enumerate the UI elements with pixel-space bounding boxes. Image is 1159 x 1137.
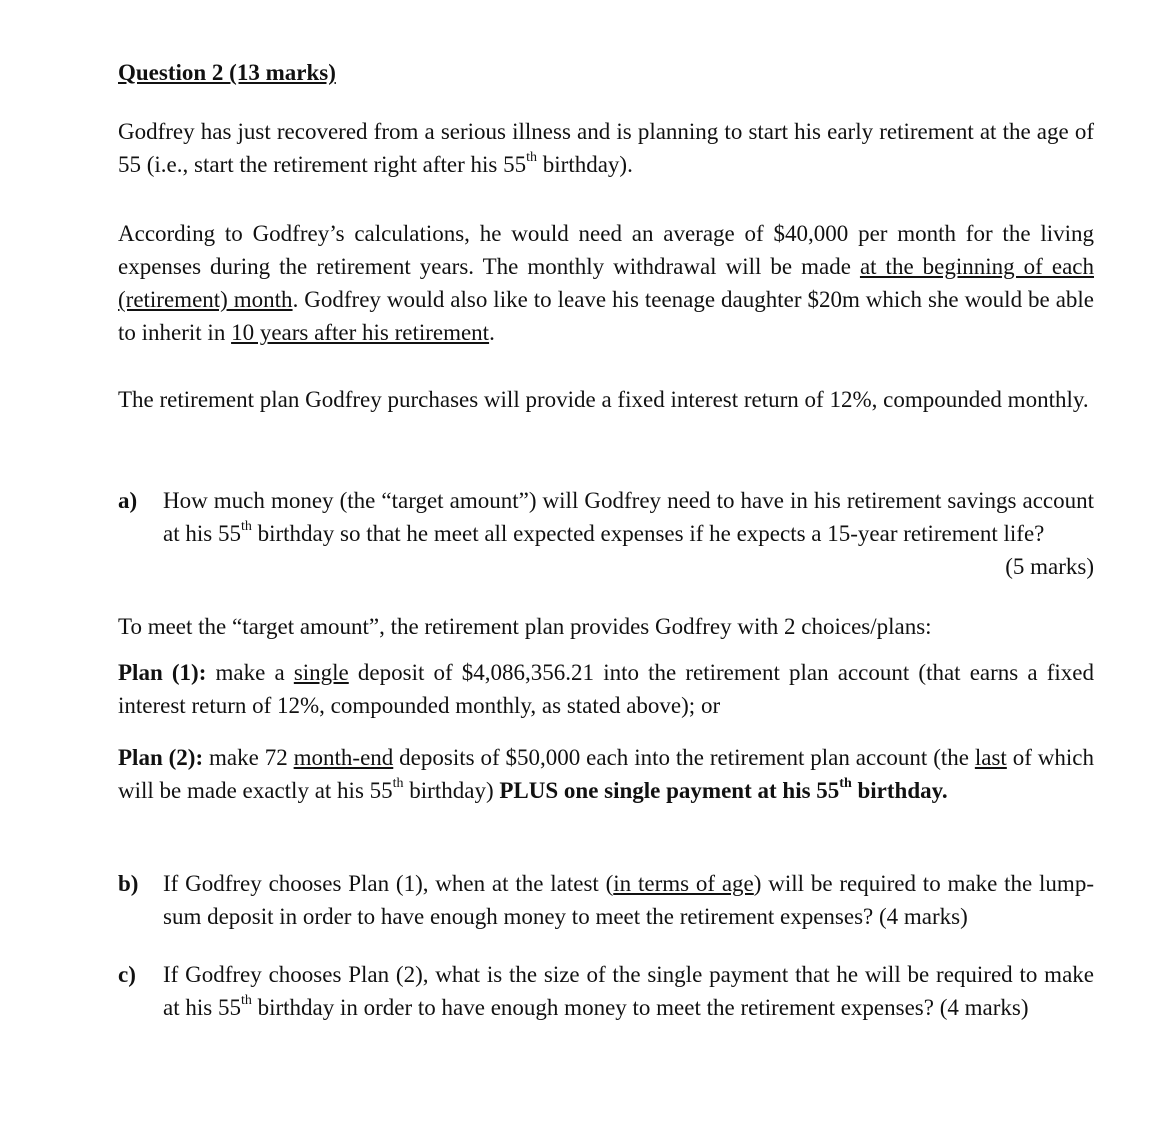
intro-sup: th — [526, 150, 538, 166]
plan-2-text-b: deposits of $50,000 each into the retirement plan account (the — [393, 745, 975, 770]
expenses-underline-1: at the beginning of each (retirement) month — [118, 254, 1094, 312]
plan-2-bold: PLUS one single payment at his 55 — [499, 778, 840, 803]
plan-1-label: Plan (1): — [118, 660, 207, 685]
plan-1-text-b: deposit of $4,086,356.21 into the retirement plan account (that earns a fixed interest return of 12%, compounded monthly, as stated above); or — [118, 660, 1094, 718]
plan-2-text-d: birthday) — [403, 778, 500, 803]
question-a-text-b: birthday so that he meet all expected expenses if he expects a 15-year retirement life? — [251, 521, 1045, 546]
question-a-body — [163, 484, 1094, 583]
question-b — [118, 867, 1094, 937]
question-a-text-a: How much money (the “target amount”) will Godfrey need to have in his retirement savings account at his 55 — [163, 488, 1094, 546]
intro-text-b: birthday). — [537, 152, 633, 177]
question-a-marks: (5 marks) — [1005, 554, 1094, 579]
interest-paragraph: The retirement plan Godfrey purchases will provide a fixed interest return of 12%, compounded monthly. — [118, 387, 1089, 412]
plan-2-text-c: of which will be made exactly at his 55 — [118, 745, 1094, 803]
choices-paragraph: To meet the “target amount”, the retirement plan provides Godfrey with 2 choices/plans: — [118, 614, 932, 639]
question-a-sup: th — [240, 519, 252, 535]
question-b-body — [163, 867, 1094, 933]
question-c — [118, 958, 1094, 1058]
question-c-text-b: birthday in order to have enough money to meet the retirement expenses? (4 marks) — [251, 995, 1029, 1020]
plan-2-label: Plan (2): — [118, 745, 204, 770]
question-b-underline: in terms of age — [613, 871, 754, 896]
question-c-text-a: If Godfrey chooses Plan (2), what is the size of the single payment that he will be required to make at his 55 — [163, 962, 1094, 1020]
plan-1-text-a: make a — [206, 660, 294, 685]
question-c-label: c) — [118, 962, 136, 987]
expenses-paragraph — [118, 217, 1094, 349]
plan-2-text-a: make 72 — [203, 745, 294, 770]
expenses-text-a: According to Godfrey’s calculations, he would need an average of $40,000 per month for the living expenses during the retirement years. The monthly withdrawal will be made — [118, 221, 1094, 279]
question-b-text-b: ) will be required to make the lump-sum deposit in order to have enough money to meet the retirement expenses? (4 marks) — [163, 871, 1094, 929]
plan-2-paragraph — [118, 741, 1094, 807]
plan-2-sup-2: th — [839, 776, 852, 792]
question-c-body — [163, 958, 1094, 1024]
plan-2-sup-1: th — [392, 776, 404, 792]
plan-2-underline-1: month-end — [293, 745, 394, 770]
question-a-label: a) — [118, 488, 138, 513]
expenses-text-c: . — [489, 320, 495, 345]
expenses-text-b: . Godfrey would also like to leave his teenage daughter $20m which she would be able to inherit in — [118, 287, 1094, 345]
intro-text-a: Godfrey has just recovered from a serious illness and is planning to start his early retirement at the age of 55 (i.e., start the retirement right after his 55 — [118, 119, 1094, 177]
plan-2-bold-2: birthday. — [851, 778, 948, 803]
expenses-underline-2: 10 years after his retirement — [231, 320, 490, 345]
plan-2-underline-2: last — [974, 745, 1007, 770]
question-c-sup: th — [240, 993, 252, 1009]
plan-1-paragraph — [118, 656, 1094, 722]
intro-paragraph — [118, 115, 1094, 181]
question-title: Question 2 (13 marks) — [118, 60, 336, 85]
question-a — [118, 484, 1094, 584]
question-b-label: b) — [118, 871, 139, 896]
question-b-text-a: If Godfrey chooses Plan (1), when at the latest ( — [163, 871, 614, 896]
plan-1-underline: single — [293, 660, 349, 685]
